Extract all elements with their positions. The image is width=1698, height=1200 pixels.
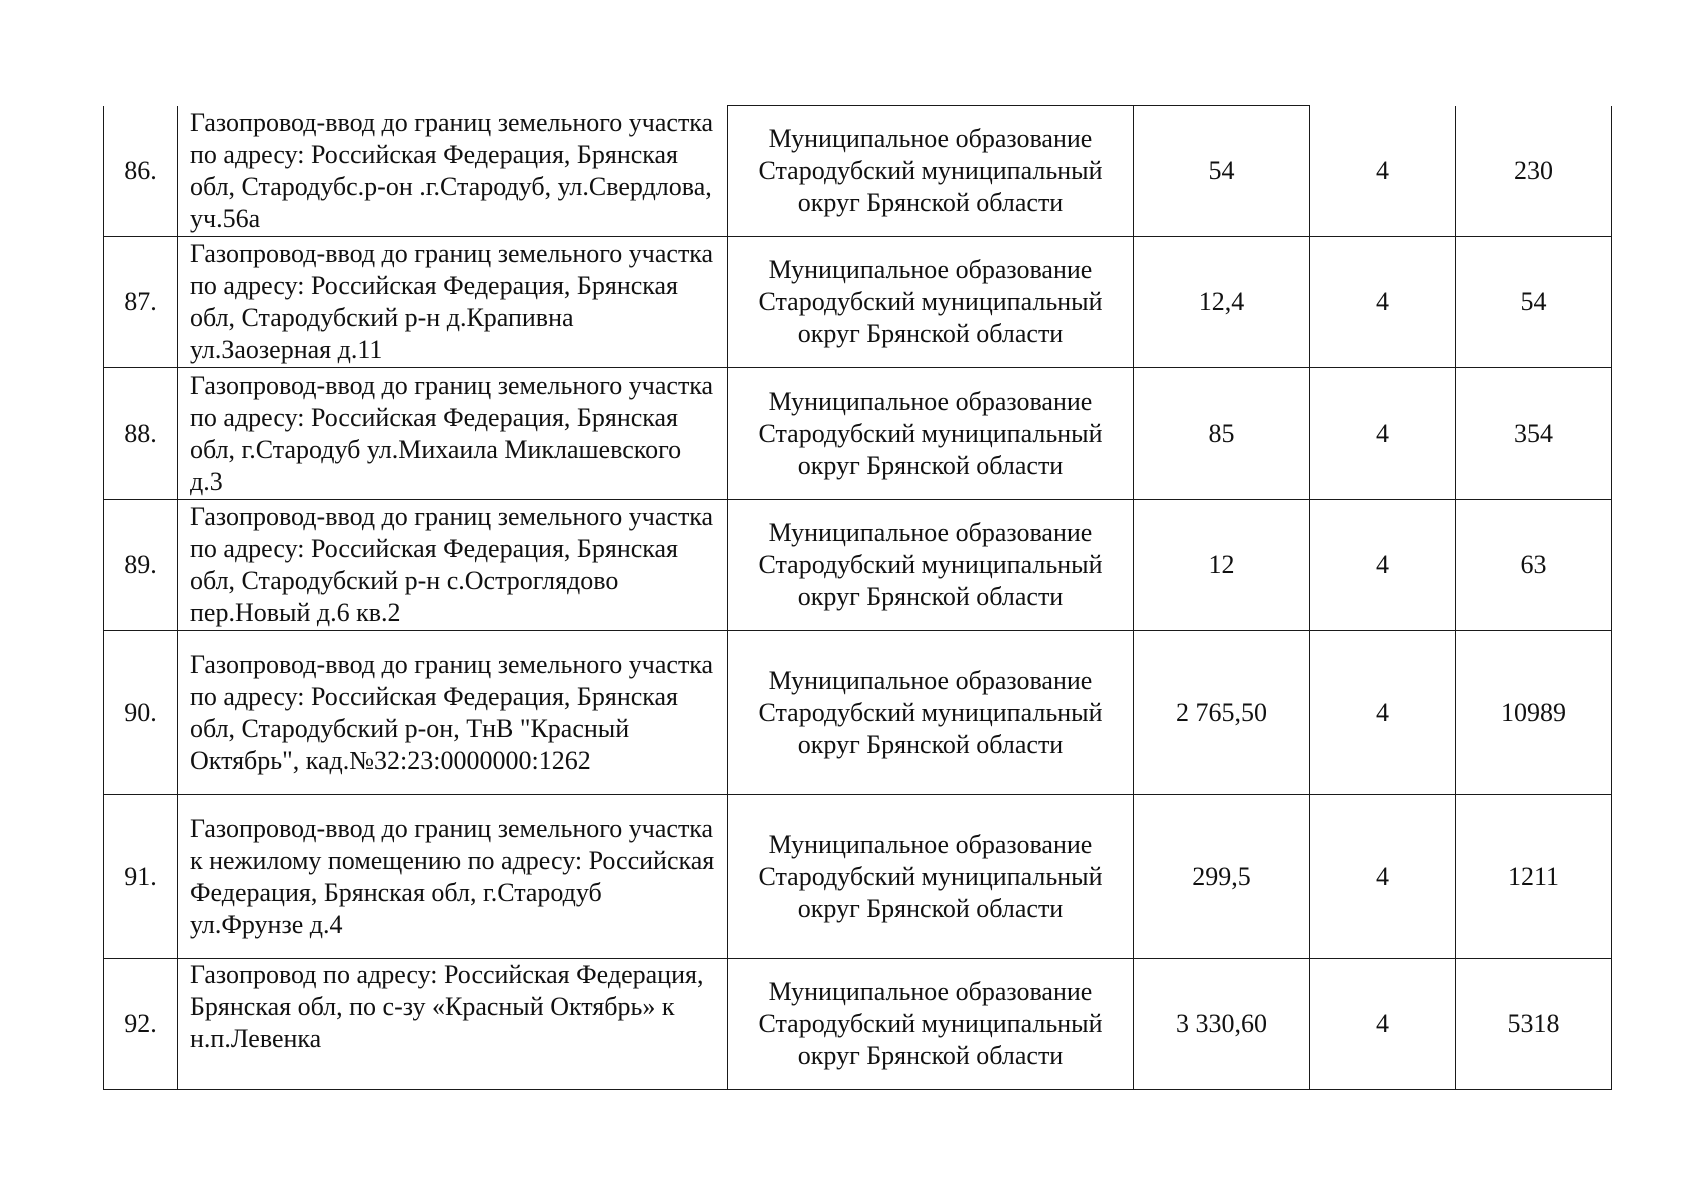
row-number: 87. (104, 237, 178, 368)
object-category: 4 (1310, 959, 1456, 1090)
object-length: 3 330,60 (1134, 959, 1310, 1090)
object-name: Газопровод-ввод до границ земельного участка к нежилому помещению по адресу: Российская Федерация, Брянская обл, г.Стародуб ул.Фрунзе д.4 (178, 795, 728, 959)
owner-name: Муниципальное образование Стародубский муниципальный округ Брянской области (728, 368, 1134, 500)
row-number: 92. (104, 959, 178, 1090)
object-value: 10989 (1456, 631, 1612, 795)
object-length: 299,5 (1134, 795, 1310, 959)
object-length: 85 (1134, 368, 1310, 500)
object-name: Газопровод-ввод до границ земельного участка по адресу: Российская Федерация, Брянская обл, г.Стародуб ул.Михаила Миклашевского д.3 (178, 368, 728, 500)
property-table-wrapper (103, 105, 1611, 1090)
row-number: 91. (104, 795, 178, 959)
object-name: Газопровод по адресу: Российская Федерация, Брянская обл, по с-зу «Красный Октябрь» к н.п.Левенка (178, 959, 728, 1090)
owner-name: Муниципальное образование Стародубский муниципальный округ Брянской области (728, 106, 1134, 237)
object-name: Газопровод-ввод до границ земельного участка по адресу: Российская Федерация, Брянская обл, Стародубс.р-он .г.Стародуб, ул.Свердлова, уч.56а (178, 106, 728, 237)
row-number: 89. (104, 500, 178, 631)
object-category: 4 (1310, 795, 1456, 959)
row-number: 90. (104, 631, 178, 795)
object-category: 4 (1310, 500, 1456, 631)
object-name: Газопровод-ввод до границ земельного участка по адресу: Российская Федерация, Брянская обл, Стародубский р-н с.Остроглядово пер.Новый д.6 кв.2 (178, 500, 728, 631)
table-row (104, 106, 1612, 237)
owner-name: Муниципальное образование Стародубский муниципальный округ Брянской области (728, 631, 1134, 795)
object-value: 63 (1456, 500, 1612, 631)
table-row (104, 959, 1612, 1090)
object-category: 4 (1310, 237, 1456, 368)
owner-name: Муниципальное образование Стародубский муниципальный округ Брянской области (728, 500, 1134, 631)
owner-name: Муниципальное образование Стародубский муниципальный округ Брянской области (728, 237, 1134, 368)
object-category: 4 (1310, 106, 1456, 237)
object-value: 354 (1456, 368, 1612, 500)
table-row (104, 631, 1612, 795)
object-name: Газопровод-ввод до границ земельного участка по адресу: Российская Федерация, Брянская обл, Стародубский р-он, ТнВ "Красный Октябрь", кад.№32:23:0000000:1262 (178, 631, 728, 795)
owner-name: Муниципальное образование Стародубский муниципальный округ Брянской области (728, 959, 1134, 1090)
table-row (104, 368, 1612, 500)
table-row (104, 237, 1612, 368)
object-length: 12 (1134, 500, 1310, 631)
property-table (103, 105, 1612, 1090)
object-length: 2 765,50 (1134, 631, 1310, 795)
object-length: 54 (1134, 106, 1310, 237)
object-value: 54 (1456, 237, 1612, 368)
object-name: Газопровод-ввод до границ земельного участка по адресу: Российская Федерация, Брянская обл, Стародубский р-н д.Крапивна ул.Заозерная д.11 (178, 237, 728, 368)
object-value: 1211 (1456, 795, 1612, 959)
table-row (104, 795, 1612, 959)
row-number: 88. (104, 368, 178, 500)
object-length: 12,4 (1134, 237, 1310, 368)
object-value: 5318 (1456, 959, 1612, 1090)
row-number: 86. (104, 106, 178, 237)
table-row (104, 500, 1612, 631)
owner-name: Муниципальное образование Стародубский муниципальный округ Брянской области (728, 795, 1134, 959)
object-category: 4 (1310, 368, 1456, 500)
object-category: 4 (1310, 631, 1456, 795)
object-value: 230 (1456, 106, 1612, 237)
